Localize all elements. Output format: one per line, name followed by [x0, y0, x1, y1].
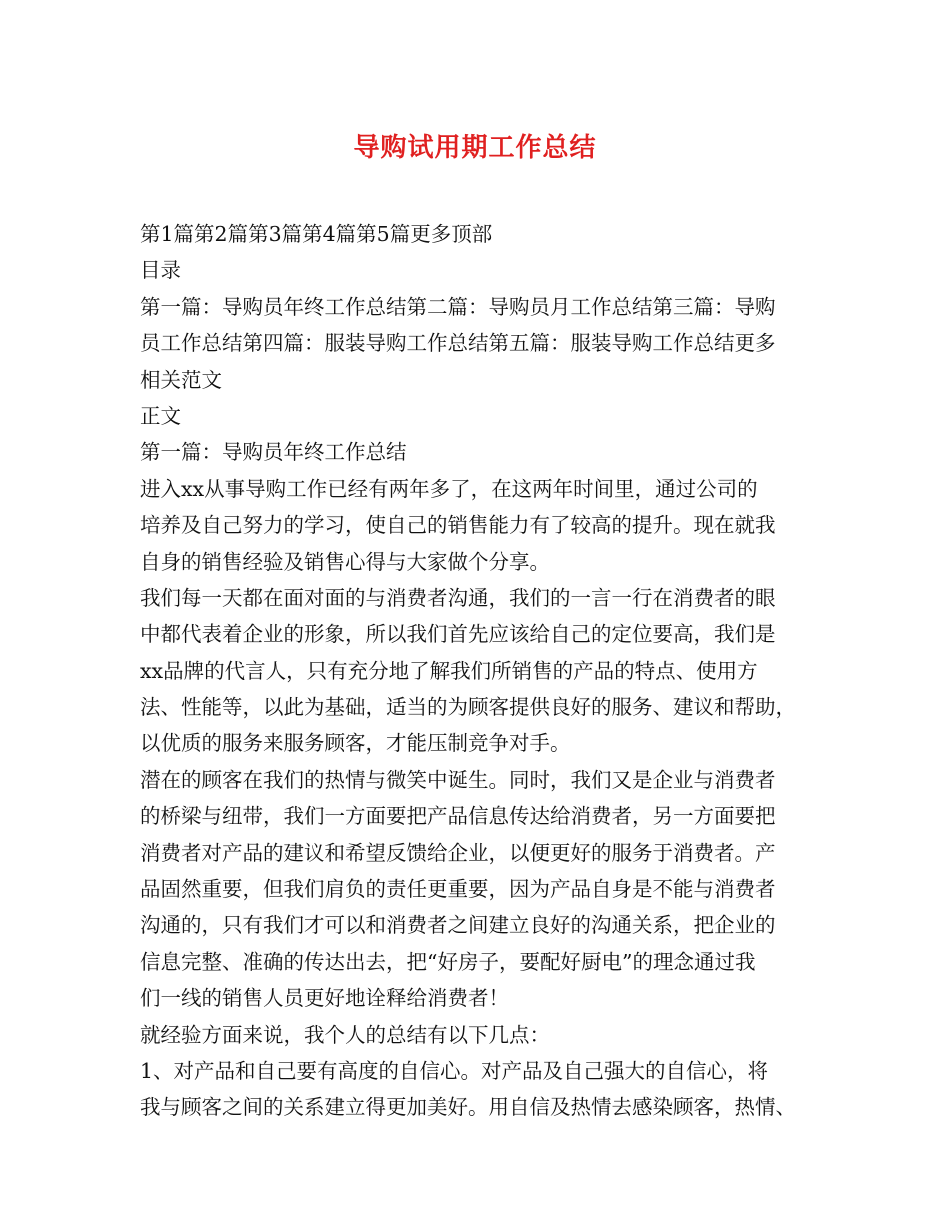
paragraph-line: 自身的销售经验及销售心得与大家做个分享。 [140, 549, 550, 574]
paragraph-line: 就经验方面来说，我个人的总结有以下几点： [140, 1022, 550, 1047]
section-heading: 第一篇：导购员年终工作总结 [140, 440, 407, 465]
paragraph-line: 培养及自己努力的学习，使自己的销售能力有了较高的提升。现在就我 [140, 513, 776, 538]
paragraph-line: 品固然重要，但我们肩负的责任更重要，因为产品自身是不能与消费者 [140, 877, 776, 902]
paragraph-line: 进入xx从事导购工作已经有两年多了，在这两年时间里，通过公司的 [140, 476, 758, 501]
paragraph-line: 信息完整、准确的传达出去，把“好房子，要配好厨电”的理念通过我 [140, 949, 756, 974]
paragraph-line: 1、对产品和自己要有高度的自信心。对产品及自己强大的自信心，将 [140, 1058, 769, 1083]
document-body [140, 216, 820, 1126]
paragraph-line: 潜在的顾客在我们的热情与微笑中诞生。同时，我们又是企业与消费者 [140, 767, 776, 792]
document-title: 导购试用期工作总结 [353, 133, 597, 163]
paragraph-line: 消费者对产品的建议和希望反馈给企业，以便更好的服务于消费者。产 [140, 840, 776, 865]
paragraph-line: 以优质的服务来服务顾客，才能压制竞争对手。 [140, 731, 571, 756]
paragraph-line: 我与顾客之间的关系建立得更加美好。用自信及热情去感染顾客，热情、 [140, 1095, 796, 1120]
paragraph-line: 中都代表着企业的形象，所以我们首先应该给自己的定位要高，我们是 [140, 622, 776, 647]
paragraph-line: xx品牌的代言人，只有充分地了解我们所销售的产品的特点、使用方 [140, 658, 758, 683]
paragraph-line: 沟通的，只有我们才可以和消费者之间建立良好的沟通关系，把企业的 [140, 913, 776, 938]
paragraph-line: 的桥梁与纽带，我们一方面要把产品信息传达给消费者，另一方面要把 [140, 804, 776, 829]
toc-heading: 目录 [140, 258, 181, 283]
toc-line: 第一篇：导购员年终工作总结第二篇：导购员月工作总结第三篇：导购 [140, 294, 776, 319]
nav-links-line: 第1篇第2篇第3篇第4篇第5篇更多顶部 [140, 222, 493, 246]
paragraph-line: 们一线的销售人员更好地诠释给消费者！ [140, 986, 509, 1011]
toc-line: 员工作总结第四篇：服装导购工作总结第五篇：服装导购工作总结更多 [140, 331, 776, 356]
body-heading: 正文 [140, 403, 181, 428]
paragraph-line: 法、性能等，以此为基础，适当的为顾客提供良好的服务、建议和帮助， [140, 695, 796, 720]
toc-line: 相关范文 [140, 367, 222, 392]
paragraph-line: 我们每一天都在面对面的与消费者沟通，我们的一言一行在消费者的眼 [140, 585, 776, 610]
